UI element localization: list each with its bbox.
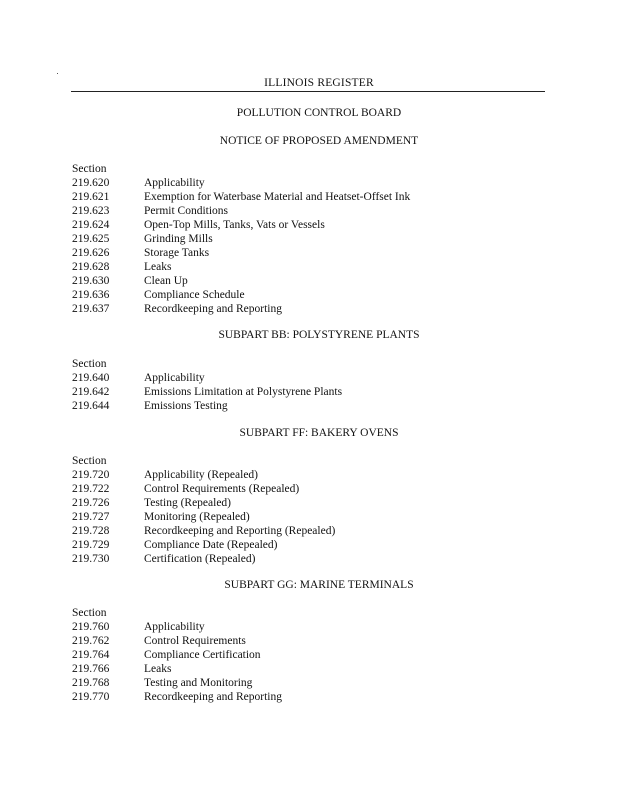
section-entry xyxy=(72,552,335,566)
section-entry xyxy=(72,274,410,288)
section-entry xyxy=(72,218,410,232)
section-number: 219.626 xyxy=(72,247,110,259)
section-entry xyxy=(72,232,410,246)
section-number: 219.642 xyxy=(72,386,110,398)
section-group-ff xyxy=(72,454,335,566)
section-entry xyxy=(72,302,410,316)
section-label: Section xyxy=(72,455,107,467)
section-title: Control Requirements xyxy=(144,635,246,647)
section-list xyxy=(72,620,282,704)
section-title: Control Requirements (Repealed) xyxy=(144,483,300,495)
header-rule xyxy=(71,91,545,92)
section-entry xyxy=(72,496,335,510)
section-title: Clean Up xyxy=(144,275,188,287)
section-number: 219.764 xyxy=(72,649,110,661)
section-number: 219.630 xyxy=(72,275,110,287)
subpart-heading-gg: SUBPART GG: MARINE TERMINALS xyxy=(224,579,414,591)
section-entry xyxy=(72,288,410,302)
notice-title: NOTICE OF PROPOSED AMENDMENT xyxy=(219,135,419,147)
section-group-1 xyxy=(72,162,410,316)
section-title: Compliance Schedule xyxy=(144,289,245,301)
section-entry xyxy=(72,634,282,648)
section-title: Certification (Repealed) xyxy=(144,553,256,565)
section-entry xyxy=(72,176,410,190)
section-title: Monitoring (Repealed) xyxy=(144,511,250,523)
section-group-gg xyxy=(72,606,282,704)
section-title: Storage Tanks xyxy=(144,247,210,259)
section-entry xyxy=(72,510,335,524)
section-title: Applicability xyxy=(144,621,205,633)
section-title: Grinding Mills xyxy=(144,233,213,245)
section-number: 219.729 xyxy=(72,539,110,551)
section-title: Recordkeeping and Reporting xyxy=(144,691,282,703)
register-title: ILLINOIS REGISTER xyxy=(264,77,374,89)
section-number: 219.628 xyxy=(72,261,110,273)
section-number: 219.728 xyxy=(72,525,110,537)
section-entry xyxy=(72,190,410,204)
section-title: Compliance Certification xyxy=(144,649,261,661)
section-title: Recordkeeping and Reporting xyxy=(144,303,282,315)
section-title: Applicability xyxy=(144,372,205,384)
section-number: 219.726 xyxy=(72,497,110,509)
section-title: Leaks xyxy=(144,663,172,675)
section-number: 219.623 xyxy=(72,205,110,217)
section-title: Emissions Limitation at Polystyrene Plants xyxy=(144,386,343,398)
section-entry xyxy=(72,648,282,662)
section-number: 219.720 xyxy=(72,469,110,481)
section-entry xyxy=(72,538,335,552)
section-entry xyxy=(72,524,335,538)
section-title: Permit Conditions xyxy=(144,205,229,217)
section-number: 219.766 xyxy=(72,663,110,675)
section-entry xyxy=(72,385,342,399)
section-title: Applicability xyxy=(144,177,205,189)
section-label: Section xyxy=(72,163,107,175)
subpart-heading-ff: SUBPART FF: BAKERY OVENS xyxy=(239,427,399,439)
section-label: Section xyxy=(72,607,107,619)
section-number: 219.730 xyxy=(72,553,110,565)
section-entry xyxy=(72,260,410,274)
section-title: Exemption for Waterbase Material and Heatset-Offset Ink xyxy=(144,191,411,203)
section-entry xyxy=(72,399,342,413)
section-number: 219.625 xyxy=(72,233,110,245)
section-title: Emissions Testing xyxy=(144,400,228,412)
section-list xyxy=(72,468,335,566)
section-number: 219.770 xyxy=(72,691,110,703)
section-number: 219.636 xyxy=(72,289,110,301)
section-entry xyxy=(72,468,335,482)
section-title: Compliance Date (Repealed) xyxy=(144,539,278,551)
section-entry xyxy=(72,662,282,676)
section-title: Testing (Repealed) xyxy=(144,497,232,509)
section-entry xyxy=(72,690,282,704)
section-number: 219.762 xyxy=(72,635,110,647)
section-entry xyxy=(72,371,342,385)
section-list xyxy=(72,371,342,413)
section-number: 219.621 xyxy=(72,191,110,203)
section-number: 219.620 xyxy=(72,177,110,189)
section-entry xyxy=(72,676,282,690)
section-number: 219.768 xyxy=(72,677,110,689)
section-number: 219.640 xyxy=(72,372,110,384)
section-group-bb xyxy=(72,357,342,413)
section-number: 219.760 xyxy=(72,621,110,633)
section-entry xyxy=(72,620,282,634)
subpart-heading-bb: SUBPART BB: POLYSTYRENE PLANTS xyxy=(218,329,420,341)
section-title: Testing and Monitoring xyxy=(144,677,253,689)
section-title: Open-Top Mills, Tanks, Vats or Vessels xyxy=(144,219,325,231)
section-title: Recordkeeping and Reporting (Repealed) xyxy=(144,525,336,537)
section-number: 219.624 xyxy=(72,219,110,231)
board-name: POLLUTION CONTROL BOARD xyxy=(236,107,402,119)
section-entry xyxy=(72,204,410,218)
section-entry xyxy=(72,246,410,260)
section-label: Section xyxy=(72,358,107,370)
section-list xyxy=(72,176,410,316)
section-number: 219.727 xyxy=(72,511,110,523)
section-title: Leaks xyxy=(144,261,172,273)
section-number: 219.637 xyxy=(72,303,110,315)
section-entry xyxy=(72,482,335,496)
section-number: 219.722 xyxy=(72,483,110,495)
section-title: Applicability (Repealed) xyxy=(144,469,259,481)
section-number: 219.644 xyxy=(72,400,110,412)
scan-speck xyxy=(57,73,58,74)
